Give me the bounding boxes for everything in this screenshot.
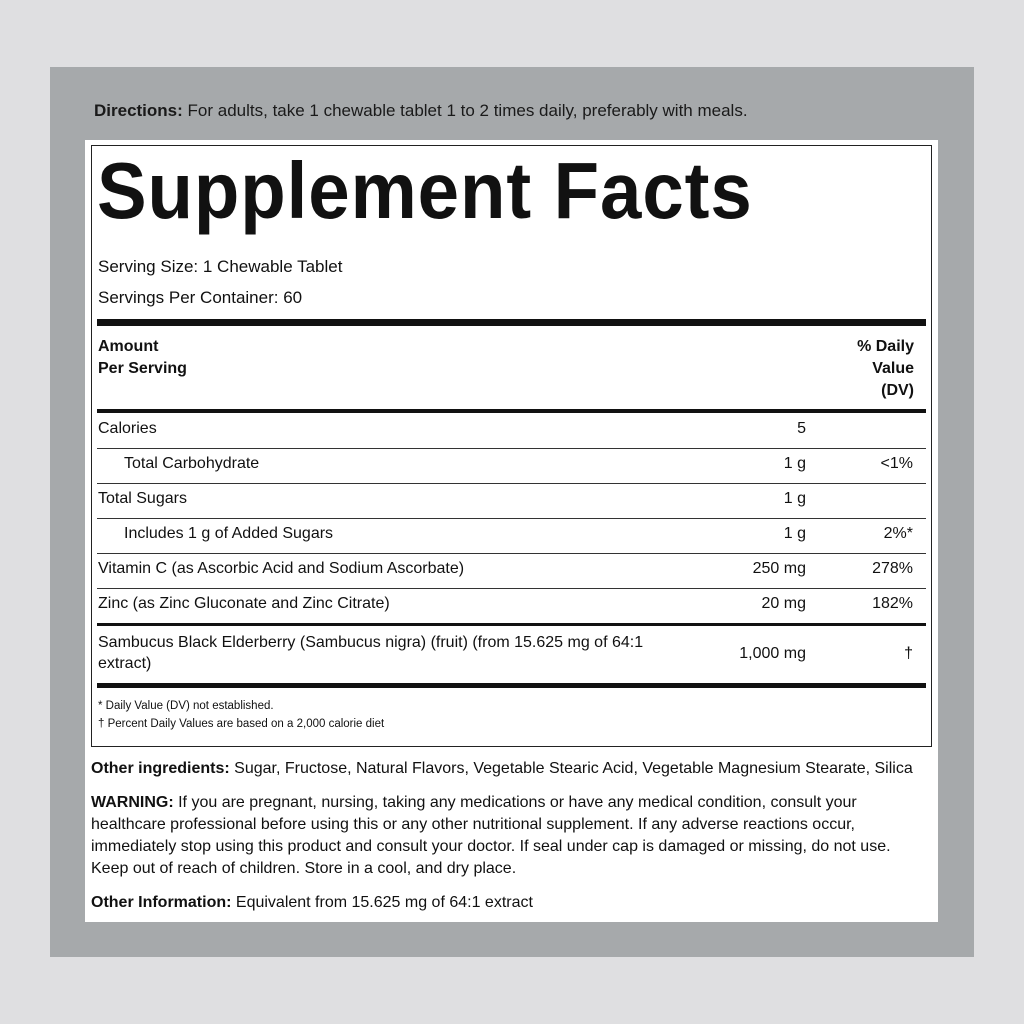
warning	[91, 792, 931, 880]
row-divider	[97, 483, 926, 484]
fact-dv: 2%*	[883, 525, 913, 542]
fact-name: Total Carbohydrate	[124, 455, 260, 472]
fact-row-elderberry	[97, 633, 926, 677]
thick-divider	[97, 319, 926, 326]
fact-amount: 1 g	[783, 525, 806, 542]
row-divider	[97, 588, 926, 589]
directions-text	[94, 100, 748, 122]
fact-dv: 182%	[872, 595, 913, 612]
footnote-percent-daily: † Percent Daily Values are based on a 2,000 calorie diet	[98, 718, 385, 730]
other-ingredients-text: Sugar, Fructose, Natural Flavors, Vegetable Stearic Acid, Vegetable Magnesium Stearate, Silica	[234, 760, 913, 777]
header-amount-line1: Amount	[98, 338, 159, 355]
row-divider	[97, 518, 926, 519]
serving-size: Serving Size: 1 Chewable Tablet	[98, 257, 343, 276]
footnote-daily-value: * Daily Value (DV) not established.	[98, 700, 274, 712]
fact-amount: 1 g	[783, 490, 806, 507]
other-information	[91, 892, 931, 914]
fact-name-line1: Sambucus Black Elderberry (Sambucus nigra) (fruit) (from 15.625 mg of 64:1	[98, 634, 644, 651]
row-divider	[97, 448, 926, 449]
fact-name: Total Sugars	[98, 490, 187, 507]
fact-amount: 20 mg	[761, 595, 806, 612]
fact-amount: 5	[797, 420, 806, 437]
fact-amount: 1 g	[783, 455, 806, 472]
header-daily-value	[820, 336, 914, 402]
fact-name: Includes 1 g of Added Sugars	[124, 525, 334, 542]
other-ingredients-label: Other ingredients:	[91, 760, 230, 777]
other-information-label: Other Information:	[91, 894, 232, 911]
fact-dv: <1%	[880, 455, 913, 472]
fact-name: Calories	[98, 420, 157, 437]
servings-per-container: Servings Per Container: 60	[98, 288, 303, 307]
medium-divider	[97, 623, 926, 626]
header-amount-line2: Per Serving	[98, 360, 187, 377]
row-divider	[97, 553, 926, 554]
medium-divider	[97, 409, 926, 413]
header-dv-line3: (DV)	[881, 382, 914, 399]
fact-dv: †	[904, 645, 913, 662]
header-dv-line1: % Daily	[857, 338, 914, 355]
fact-dv: 278%	[872, 560, 913, 577]
header-amount	[98, 336, 187, 380]
header-dv-line2: Value	[872, 360, 914, 377]
fact-name: Zinc (as Zinc Gluconate and Zinc Citrate)	[98, 595, 390, 612]
other-information-text: Equivalent from 15.625 mg of 64:1 extract	[235, 894, 533, 911]
other-ingredients	[91, 758, 931, 780]
fact-amount: 250 mg	[752, 560, 806, 577]
directions-body: For adults, take 1 chewable tablet 1 to 2 times daily, preferably with meals.	[187, 101, 748, 120]
fact-name: Vitamin C (as Ascorbic Acid and Sodium Ascorbate)	[98, 560, 465, 577]
warning-label: WARNING:	[91, 794, 174, 811]
warning-text: If you are pregnant, nursing, taking any medications or have any medical condition, consult your healthcare professional before using this or any other nutritional supplement. If any adverse reactions occur, immediately stop using this product and consult your doctor. If seal under cap is damaged or missing, do not use. Keep out of reach of children. Store in a cool, and dry place.	[91, 794, 891, 877]
fact-amount: 1,000 mg	[739, 645, 806, 662]
directions-label: Directions:	[94, 101, 183, 120]
thick-divider	[97, 683, 926, 688]
fact-name-line2: extract)	[98, 655, 152, 672]
supplement-facts-title: Supplement Facts	[97, 146, 753, 235]
